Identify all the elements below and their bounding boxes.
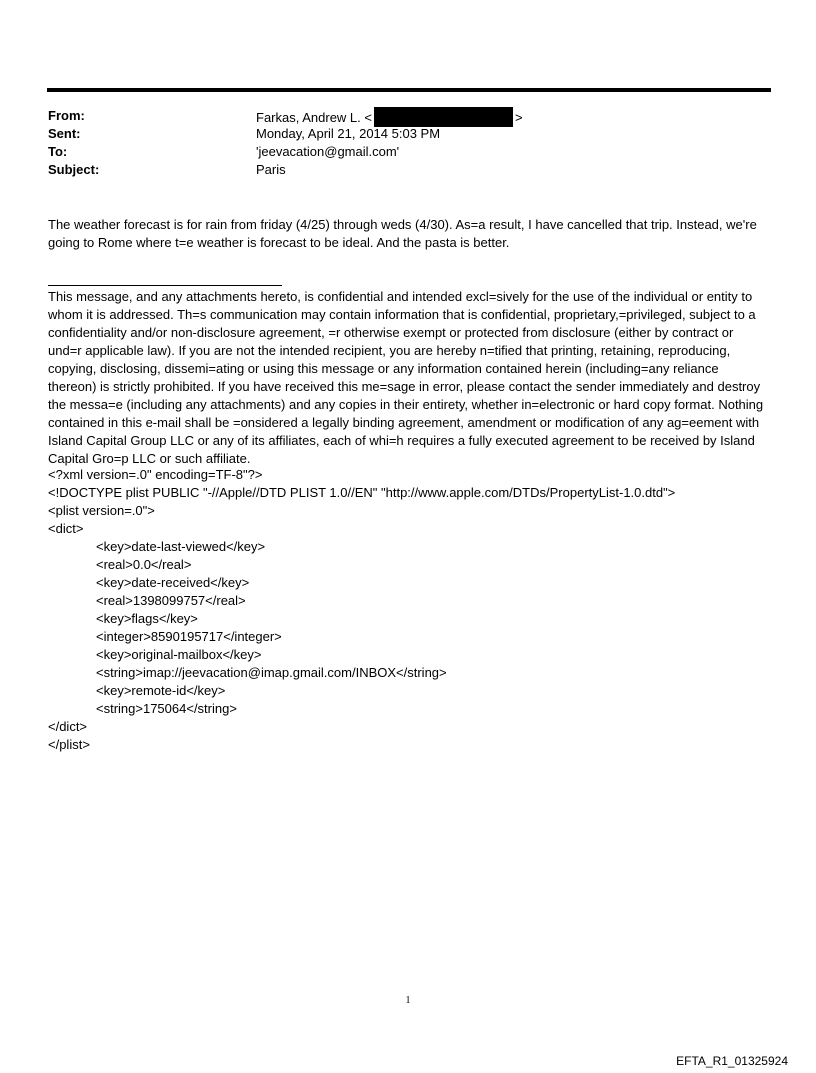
plist-line: <string>175064</string> <box>96 701 237 716</box>
from-row <box>48 107 768 125</box>
subject-label: Subject: <box>48 162 100 177</box>
plist-line: <string>imap://jeevacation@imap.gmail.com/INBOX</string> <box>96 665 447 680</box>
subject-value: Paris <box>256 162 286 177</box>
from-value-end: > <box>514 110 523 125</box>
plist-line: <integer>8590195717</integer> <box>96 629 282 644</box>
subject-row <box>48 161 768 179</box>
plist-line: <key>remote-id</key> <box>96 683 226 698</box>
plist-line: </dict> <box>48 719 88 734</box>
plist-line: <?xml version=.0" encoding=TF-8"?> <box>48 467 263 482</box>
plist-line: <!DOCTYPE plist PUBLIC "-//Apple//DTD PLIST 1.0//EN" "http://www.apple.com/DTDs/PropertyList-1.0.dtd"> <box>48 485 676 500</box>
plist-line: <real>1398099757</real> <box>96 593 246 608</box>
plist-line: <key>original-mailbox</key> <box>96 647 262 662</box>
to-label: To: <box>48 144 68 159</box>
plist-line: </plist> <box>48 737 90 752</box>
plist-line: <real>0.0</real> <box>96 557 192 572</box>
from-name: Farkas, Andrew L. < <box>256 110 372 125</box>
from-value <box>256 107 523 127</box>
message-body: The weather forecast is for rain from friday (4/25) through weds (4/30). As=a result, I have cancelled that trip. Instead, we're going to Rome where t=e weather is forecast to be ideal. And the pasta is better. <box>48 217 757 250</box>
plist-line: <key>date-received</key> <box>96 575 250 590</box>
from-label: From: <box>48 108 85 123</box>
plist-line: <dict> <box>48 521 84 536</box>
sent-value: Monday, April 21, 2014 5:03 PM <box>256 126 441 141</box>
plist-line: <key>date-last-viewed</key> <box>96 539 266 554</box>
confidentiality-disclaimer: This message, and any attachments hereto, is confidential and intended excl=sively for the use of the individual or entity to whom it is addressed. Th=s communication may contain information that is confidential, proprietary,=privileged, subject to a confidentiality and/or non-disclosure agreement, =r otherwise exempt or protected from disclosure (either by contract or und=r applicable law). If you are not the intended recipient, you are hereby n=tified that printing, retaining, reproducing, copying, disclosing, dissemi=ating or using this message or any information contained herein (including=any reliance thereon) is strictly prohibited. If you have received this me=sage in error, please contact the sender immediately and destroy the messa=e (including any attachments) and any copies in their entirety, whether in=electronic or hard copy format. Nothing contained in this e-mail shall be =onsidered a legally binding agreement, amendment or modification of any ag=eement with Island Capital Group LLC or any of its affiliates, each of whi=h requires a fully executed agreement to be received by Island Capital Gro=p LLC or such affiliate. <box>48 289 764 466</box>
page-number: 1 <box>405 995 411 1006</box>
to-value: 'jeevacation@gmail.com' <box>256 144 400 159</box>
sent-label: Sent: <box>48 126 81 141</box>
header-rule <box>47 88 771 92</box>
plist-line: <key>flags</key> <box>96 611 198 626</box>
to-row <box>48 143 768 161</box>
document-id: EFTA_R1_01325924 <box>676 1054 788 1068</box>
redaction-bar <box>374 107 513 127</box>
plist-line: <plist version=.0"> <box>48 503 155 518</box>
sent-row <box>48 125 768 143</box>
plist-block <box>48 466 768 754</box>
signature-separator <box>48 285 282 286</box>
